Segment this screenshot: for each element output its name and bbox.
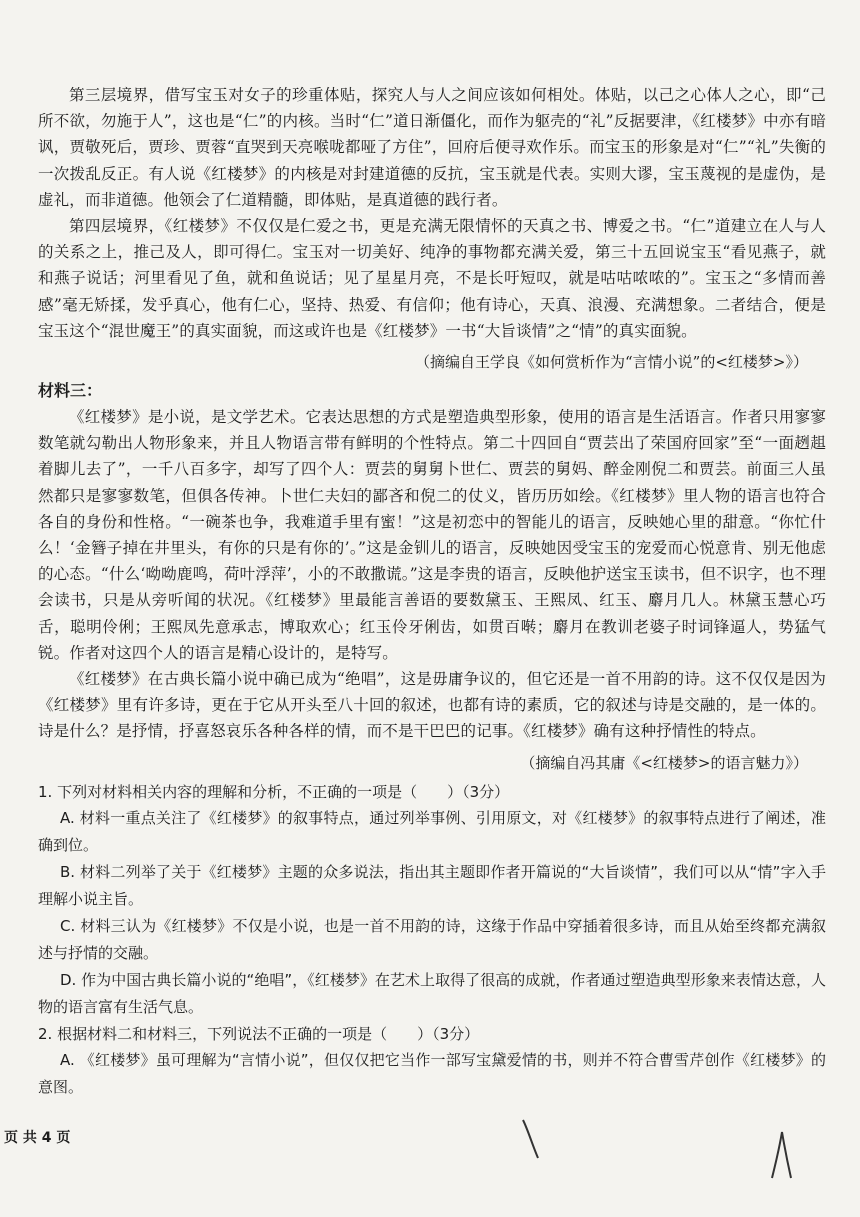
material3-heading: 材料三： bbox=[38, 381, 103, 401]
material2-paragraph-4: 第四层境界，《红楼梦》不仅仅是仁爱之书，更是充满无限情怀的天真之书、博爱之书。“仁”道建立在人与人的关系之上，推己及人，即可得仁。宝玉对一切美好、纯净的事物都充满关爱，第三十五回说宝玉“看见燕子，就和燕子说话；河里看见了鱼，就和鱼说话；见了星星月亮，不是长吁短叹，就是咕咕哝哝的”。宝玉之“多情而善感”毫无矫揉，发乎真心，他有仁心，坚持、热爱、有信仰；他有诗心，天真、浪漫、充满想象。二者结合，便是宝玉这个“混世魔王”的真实面貌，而这或许也是《红楼梦》一书“大旨谈情”之“情”的真实面貌。 bbox=[38, 217, 826, 340]
material2-source: （摘编自王学良《如何赏析作为“言情小说”的<红楼梦>》） bbox=[415, 353, 808, 372]
question-1-option-b: B. 材料二列举了关于《红楼梦》主题的众多说法，指出其主题即作者开篇说的“大旨谈情”，我们可以从“情”字入手理解小说主旨。 bbox=[38, 862, 826, 908]
material3-source: （摘编自冯其庸《<红楼梦>的语言魅力》） bbox=[520, 753, 808, 772]
question-1-option-a: A. 材料一重点关注了《红楼梦》的叙事特点，通过列举事例、引用原文，对《红楼梦》的叙事特点进行了阐述，准确到位。 bbox=[38, 808, 826, 854]
question-2-option-a: A. 《红楼梦》虽可理解为“言情小说”，但仅仅把它当作一部写宝黛爱情的书，则并不符合曹雪芹创作《红楼梦》的意图。 bbox=[38, 1050, 826, 1096]
question-1-option-d: D. 作为中国古典长篇小说的“绝唱”，《红楼梦》在艺术上取得了很高的成就，作者通过塑造典型形象来表情达意，人物的语言富有生活气息。 bbox=[38, 970, 826, 1016]
page-footer: 页 共 4 页 bbox=[4, 1130, 71, 1146]
material3-paragraph-1: 《红楼梦》是小说，是文学艺术。它表达思想的方式是塑造典型形象，使用的语言是生活语言。作者只用寥寥数笔就勾勒出人物形象来，并且人物语言带有鲜明的个性特点。第二十四回自“贾芸出了荣国府回家”至“一面趔趄着脚儿去了”，一千八百多字，却写了四个人：贾芸的舅舅卜世仁、贾芸的舅妈、醉金刚倪二和贾芸。前面三人虽然都只是寥寥数笔，但俱各传神。卜世仁夫妇的鄙吝和倪二的仗义，皆历历如绘。《红楼梦》里人物的语言也符合各自的身份和性格。“一碗茶也争，我难道手里有蜜！”这是初恋中的智能儿的语言，反映她心里的甜意。“你忙什么！‘金簪子掉在井里头，有你的只是有你的’。”这是金钏儿的语言，反映她因受宝玉的宠爱而心悦意肯、别无他虑的心态。“什么‘呦呦鹿鸣，荷叶浮萍’，小的不敢撒谎。”这是李贵的语言，反映他护送宝玉读书，但不识字，也不理会读书，只是从旁听闻的状况。《红楼梦》里最能言善语的要数黛玉、王熙凤、红玉、麝月几人。林黛玉慧心巧舌，聪明伶俐；王熙凤先意承志，博取欢心；红玉伶牙俐齿，如贯百啭；麝月在教训老婆子时词锋逼人，势猛气锐。作者对这四个人的语言是精心设计的，是特写。 bbox=[38, 408, 826, 662]
material3-paragraph-2: 《红楼梦》在古典长篇小说中确已成为“绝唱”，这是毋庸争议的，但它还是一首不用韵的诗。这不仅仅是因为《红楼梦》里有许多诗，更在于它从开头至八十回的叙述，也都有诗的素质，它的叙述与诗是交融的，是一体的。诗是什么？是抒情，抒喜怒哀乐各种各样的情，而不是干巴巴的记事。《红楼梦》确有这种抒情性的特点。 bbox=[38, 670, 826, 741]
question-2-stem: 2. 根据材料二和材料三，下列说法不正确的一项是（ ）（3分） bbox=[38, 1024, 480, 1043]
pen-stroke-mark bbox=[520, 1118, 544, 1162]
material2-paragraph-3: 第三层境界，借写宝玉对女子的珍重体贴，探究人与人之间应该如何相处。体贴，以己之心体人之心，即“己所不欲，勿施于人”，这也是“仁”的内核。当时“仁”道日渐僵化，而作为躯壳的“礼”反据要津，《红楼梦》中亦有暗讽，贾敬死后，贾珍、贾蓉“直哭到天亮喉咙都哑了方住”，回府后便寻欢作乐。而宝玉的形象是对“仁”“礼”失衡的一次拨乱反正。有人说《红楼梦》的内核是对封建道德的反抗，宝玉就是代表。实则大谬，宝玉蔑视的是虚伪，是虚礼，而非道德。他领会了仁道精髓，即体贴，是真道德的践行者。 bbox=[38, 86, 826, 209]
pen-stroke-mark bbox=[768, 1128, 794, 1180]
page-content bbox=[38, 82, 826, 1101]
question-1-option-c: C. 材料三认为《红楼梦》不仅是小说，也是一首不用韵的诗，这缘于作品中穿插着很多诗，而且从始至终都充满叙述与抒情的交融。 bbox=[38, 916, 826, 962]
question-1-stem: 1. 下列对材料相关内容的理解和分析，不正确的一项是（ ）（3分） bbox=[38, 782, 510, 801]
